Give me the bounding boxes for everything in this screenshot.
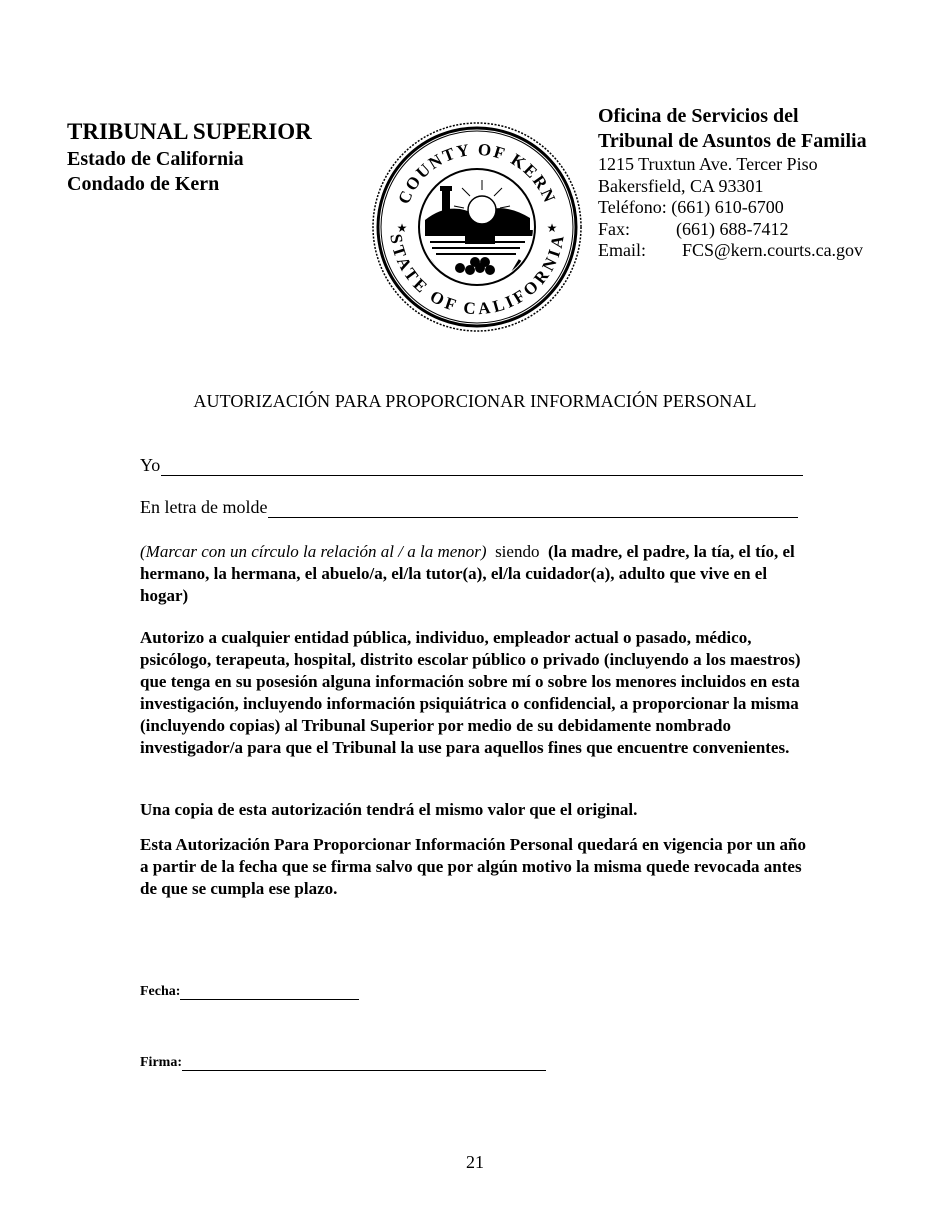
email-label: Email: <box>598 240 646 260</box>
office-address-line1: 1215 Truxtun Ave. Tercer Piso <box>598 154 818 174</box>
print-name-input-line[interactable] <box>268 499 798 518</box>
fax-label: Fax: <box>598 218 631 239</box>
signature-field <box>140 1055 546 1071</box>
office-contact-block <box>598 104 867 262</box>
page-number: 21 <box>466 1152 484 1172</box>
county-name: Condado de Kern <box>67 173 220 195</box>
fax-value: (661) 688-7412 <box>676 218 789 239</box>
office-name-line2: Tribunal de Asuntos de Familia <box>598 130 867 152</box>
svg-text:★: ★ <box>396 221 408 235</box>
relation-paragraph <box>140 541 815 607</box>
office-fax <box>598 219 867 241</box>
form-title: AUTORIZACIÓN PARA PROPORCIONAR INFORMACIÓN PERSONAL <box>193 391 757 411</box>
office-email <box>598 240 867 262</box>
svg-text:★: ★ <box>546 221 558 235</box>
email-value: FCS@kern.courts.ca.gov <box>682 240 864 260</box>
print-name-field <box>140 497 798 518</box>
authorization-paragraph: Autorizo a cualquier entidad pública, individuo, empleador actual o pasado, médico, psicólogo, terapeuta, hospital, distrito escolar público o privado (incluyendo a los maestros) que tenga en su posesión alguna información sobre mí o sobre los menores incluidos en esta investigación, incluyendo información psiquiátrica o confidencial, a proporcionar la misma (incluyendo copias) al Tribunal Superior por medio de su debidamente nombrado investigador/a para que el Tribunal la use para aquellos fines que encuentre convenientes. <box>140 628 801 757</box>
yo-field <box>140 455 803 476</box>
office-phone: Teléfono: (661) 610-6700 <box>598 197 784 217</box>
seal-bottom-text: STATE OF CALIFORNIA <box>386 232 568 319</box>
signature-input-line[interactable] <box>182 1056 546 1071</box>
court-name: TRIBUNAL SUPERIOR <box>67 119 312 144</box>
relation-siendo: siendo <box>495 542 540 561</box>
office-address-line2: Bakersfield, CA 93301 <box>598 175 764 196</box>
validity-paragraph: Esta Autorización Para Proporcionar Información Personal quedará en vigencia por un año a partir de la fecha que se firma salvo que por algún motivo la misma quede revocada antes de que se cumpla ese plazo. <box>140 835 806 898</box>
seal-top-text: COUNTY OF KERN <box>394 139 560 207</box>
relation-instruction: (Marcar con un círculo la relación al / a la menor) <box>140 542 487 561</box>
relation-options[interactable]: (la madre, el padre, la tía, el tío, el hermano, la hermana, el abuelo/a, el/la tutor(a), el/la cuidador(a), adulto que vive en el hogar) <box>140 542 795 605</box>
yo-label: Yo <box>140 455 161 475</box>
print-name-label: En letra de molde <box>140 497 268 517</box>
county-of-kern-seal-icon <box>370 120 585 335</box>
office-name-line1: Oficina de Servicios del <box>598 105 799 127</box>
state-name: Estado de California <box>67 148 244 170</box>
date-input-line[interactable] <box>180 985 359 1000</box>
signature-label: Firma: <box>140 1055 182 1070</box>
yo-input-line[interactable] <box>161 457 803 476</box>
date-label: Fecha: <box>140 984 181 999</box>
date-field <box>140 984 359 1000</box>
copy-note: Una copia de esta autorización tendrá el mismo valor que el original. <box>140 800 638 819</box>
